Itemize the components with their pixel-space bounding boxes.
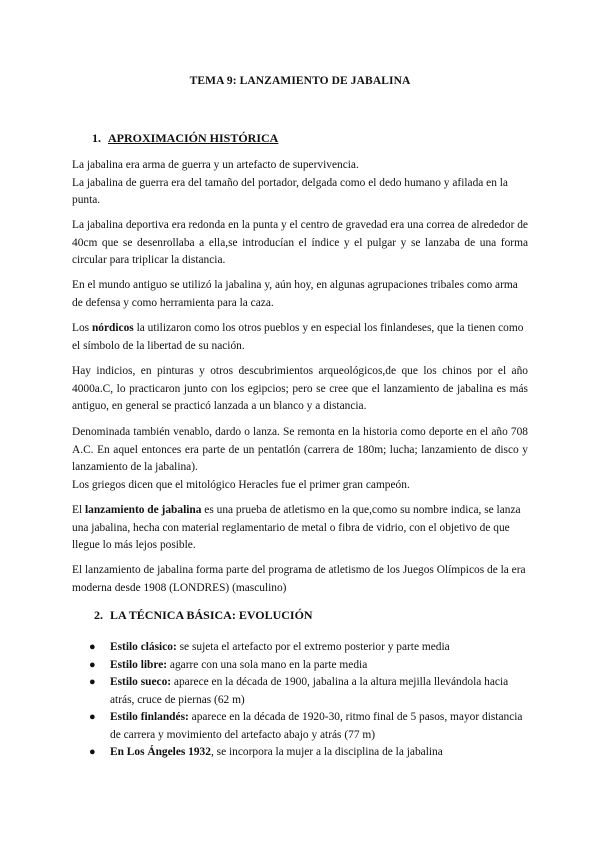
paragraph-nordics: [72, 320, 528, 355]
paragraph-ancient-world: En el mundo antiguo se utilizó la jabalina y, aún hoy, en algunas agrupaciones tribales como arma de defensa y como herramienta para la caza.: [72, 279, 518, 309]
list-item-text: aparece en la década de 1900, jabalina a la altura mejilla llevándola hacia atrás, cruce de piernas (62 m): [110, 676, 509, 706]
bold-term: nórdicos: [91, 322, 134, 334]
paragraph-definition: [72, 502, 528, 555]
paragraph-history: [72, 424, 528, 494]
document-title: TEMA 9: LANZAMIENTO DE JABALINA: [189, 75, 411, 87]
bullet-icon: ●: [89, 676, 96, 688]
section-number: 1.: [92, 131, 101, 145]
list-item: [72, 674, 528, 709]
paragraph-line: La jabalina de guerra era del tamaño del portador, delgada como el dedo humano y afilada en la punta.: [72, 176, 508, 206]
paragraph-olympics: El lanzamiento de jabalina forma parte del programa de atletismo de los Juegos Olímpicos de la era moderna desde 1908 (LONDRES) (masculino): [72, 564, 526, 594]
list-item-text: , se incorpora la mujer a la disciplina de la jabalina: [210, 746, 443, 758]
paragraph-line: La jabalina era arma de guerra y un artefacto de supervivencia.: [72, 159, 359, 171]
list-item-text: se sujeta el artefacto por el extremo posterior y parte media: [176, 641, 450, 653]
text-run: El: [72, 504, 85, 516]
text-run: la utilizaron como los otros pueblos y en especial los finlandeses, que la tienen como el símbolo de la libertad de su nación.: [72, 322, 524, 352]
section-heading-technique: [94, 608, 313, 623]
bullet-icon: ●: [89, 711, 96, 723]
bullet-icon: ●: [89, 641, 96, 653]
bold-term: Estilo clásico:: [110, 641, 177, 653]
list-item: [72, 657, 528, 675]
bullet-icon: ●: [89, 658, 96, 671]
paragraph-line: Los griegos dicen que el mitológico Heracles fue el primer gran campeón.: [72, 478, 410, 491]
bold-term: En Los Ángeles 1932: [110, 746, 211, 758]
bold-term: Estilo libre:: [110, 658, 168, 671]
text-run: es una prueba de atletismo en la que,como su nombre indica, se lanza una jabalina, hecha con material reglamentario de metal o fibra de vidrio, con el objetivo de que llegue lo más lejos posible.: [72, 504, 521, 551]
bullet-icon: ●: [89, 746, 96, 758]
technique-list: [72, 639, 528, 762]
section-heading-historical: [92, 131, 278, 146]
paragraph-sport-javelin: La jabalina deportiva era redonda en la punta y el centro de gravedad era una correa de alrededor de 40cm que se desenrollaba a ella,se introducían el índice y el pulgar y se lanzaba de una forma circular para triplicar la distancia.: [72, 219, 528, 266]
paragraph-weapon: [72, 157, 528, 210]
list-item: [72, 744, 528, 762]
section-number: 2.: [94, 608, 103, 622]
text-run: Los: [72, 322, 92, 334]
bold-term: Estilo sueco:: [110, 676, 172, 688]
list-item-text: aparece en la década de 1920-30, ritmo final de 5 pasos, mayor distancia de carrera y movimiento del artefacto abajo y atrás (77 m): [110, 711, 523, 741]
list-item: [72, 709, 528, 744]
bold-term: lanzamiento de jabalina: [84, 504, 202, 516]
section-title: LA TÉCNICA BÁSICA: EVOLUCIÓN: [110, 608, 313, 622]
list-item: [72, 639, 528, 657]
paragraph-evidence: Hay indicios, en pinturas y otros descubrimientos arqueológicos,de que los chinos por el año 4000a.C, lo practicaron junto con los egipcios; pero se cree que el lanzamiento de jabalina es más antiguo, en general se practicó lanzada a un blanco y a distancia.: [72, 365, 528, 412]
section-title: APROXIMACIÓN HISTÓRICA: [108, 131, 279, 145]
bold-term: Estilo finlandés:: [110, 711, 189, 723]
list-item-text: agarre con una sola mano en la parte media: [167, 658, 368, 671]
paragraph-text: Denominada también venablo, dardo o lanza. Se remonta en la historia como deporte en el año 708 A.C. En aquel entonces era parte de un pentatlón (carrera de 180m; lucha; lanzamiento de disco y lanzamiento de la jabalina).: [72, 426, 528, 473]
